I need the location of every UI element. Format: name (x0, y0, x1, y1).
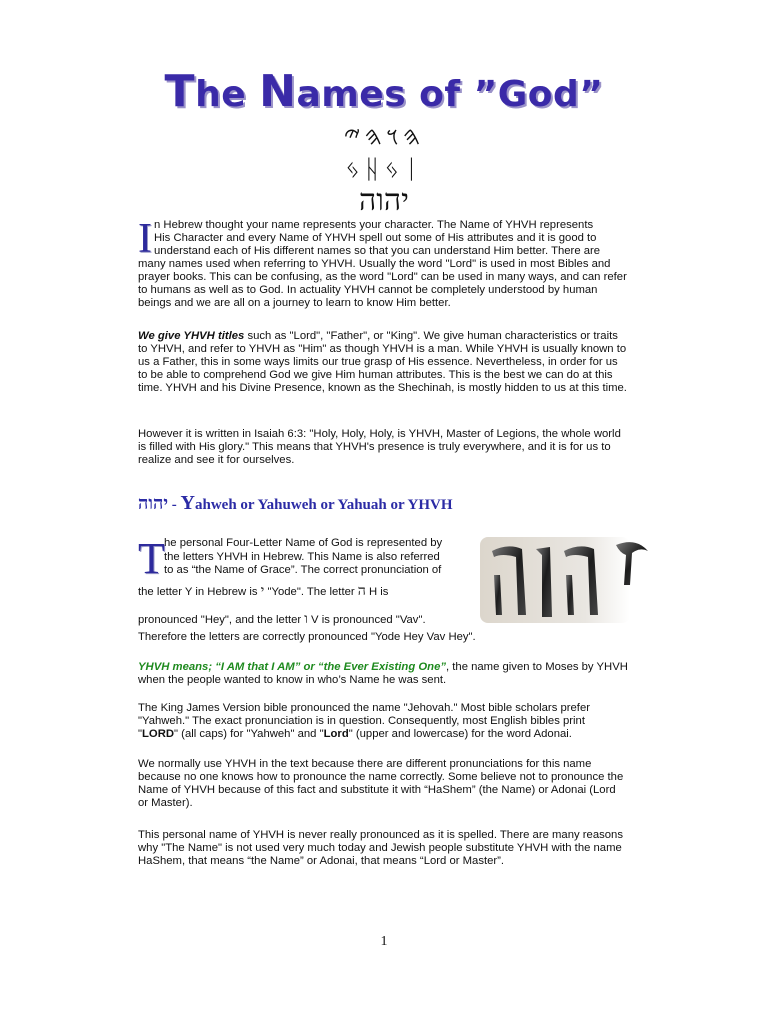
four-letter-line-2: the letters YHVH in Hebrew. This Name is also referred (164, 550, 440, 563)
intro-line-1: n Hebrew thought your name represents your character. The Name of YHVH represents (154, 219, 594, 231)
meaning-text: , the name given to Moses by YHVH when the people wanted to know in who’s Name he was sent. (138, 661, 628, 686)
personal-name-paragraph: This personal name of YHVH is never really pronounced as it is spelled. There are many reasons why "The Name" is not used very much today and Jewish people substitute YHVH with the name HaShem, that means “the Name” or Adonai, that means “Lord or Master”. (138, 829, 623, 867)
heading-initial: Y (180, 492, 195, 514)
intro-dropcap: I (138, 216, 152, 262)
page-title (0, 66, 768, 117)
line4-a: the letter Y in Hebrew is (138, 586, 261, 598)
title-he: he (195, 74, 260, 115)
four-letter-dropcap: T (138, 534, 165, 583)
hebrew-tetragrammaton: יהוה (358, 183, 410, 218)
kjv-lord-caps: LORD (142, 728, 175, 740)
line4-c: H is (365, 586, 389, 598)
isaiah-paragraph: However it is written in Isaiah 6:3: "Holy, Holy, Holy, is YHVH, Master of Legions, the whole world is filled with His glory." This means that YHVH's presence is truly everywhere, and it is for us to realize and see it for ourselves. (138, 428, 621, 466)
ancient-script-glyphs: ᛃᚺᛃᛁ (344, 155, 424, 185)
intro-rest: many names used when referring to YHVH. Usually the word "Lord" is used in most Bibles and prayer books. This can be confusing, as the word "Lord" can be used in many ways, and can refer to humans as well as to God. In actuality YHVH cannot be completely understood by human beings and we are all on a journey to learn to know Him better. (138, 258, 627, 309)
hebrew-letter-he: ה (357, 583, 366, 599)
line5-b: V is pronounced "Vav". (307, 614, 426, 626)
yhvh-letters-image (480, 535, 652, 625)
four-letter-paragraph (138, 537, 478, 578)
title-initial-t: T (164, 66, 196, 117)
kjv-c: " (upper and lowercase) for the word Adonai. (348, 728, 572, 740)
kjv-lord: Lord (323, 728, 349, 740)
meaning-paragraph (138, 661, 628, 687)
intro-line-3: understand each of His different names so that you can understand Him better. There are (154, 245, 601, 257)
intro-paragraph (138, 216, 628, 310)
titles-lead: We give YHVH titles (138, 330, 245, 342)
kjv-paragraph (138, 702, 628, 741)
titles-text: such as "Lord", "Father", or "King". We give human characteristics or traits to YHVH, and refer to YHVH as "Him" as though YHVH is a man. While YHVH is usually known to us a Father, this in some ways limits our true grasp of His essence. Nevertheless, in order for us to be able to comprehend God we give Him human attributes. This is the best we can do at this time. YHVH and his Divine Presence, known as the Shechinah, is mostly hidden to us at this time. (138, 330, 627, 394)
titles-paragraph (138, 330, 628, 395)
title-ames: ames of (296, 74, 474, 115)
four-letter-line-5 (138, 613, 538, 627)
title-god: ”God” (473, 74, 604, 115)
hebrew-letter-vav: ו (304, 611, 308, 627)
page-number: 1 (380, 934, 388, 949)
section-heading (138, 492, 453, 515)
heading-hebrew: יהוה (138, 493, 169, 514)
title-initial-n: N (259, 66, 297, 117)
kjv-b: " (all caps) for "Yahweh" and " (174, 728, 324, 740)
heading-dash: - (168, 497, 181, 513)
meaning-lead: YHVH means; “I AM that I AM” or “the Ever Existing One” (138, 661, 446, 673)
heading-rest: ahweh or Yahuweh or Yahuah or YHVH (195, 497, 453, 513)
intro-line-2: His Character and every Name of YHVH spell out some of His attributes and it is good to (154, 232, 597, 244)
four-letter-line-6: Therefore the letters are correctly pronounced "Yode Hey Vav Hey". (138, 631, 476, 643)
kjv-a: The King James Version bible pronounced the name "Jehovah." Most bible scholars prefer "Yahweh." The exact pronunciation is in question. Consequently, most English bibles print " (138, 702, 590, 740)
four-letter-line-3: to as “the Name of Grace”. The correct pronunciation of (164, 564, 442, 576)
four-letter-line-4 (138, 585, 538, 599)
normal-use-paragraph: We normally use YHVH in the text because there are different pronunciations for this name because no one knows how to pronounce the name correctly. Some believe not to pronounce the Name of YHVH because of this fact and substitute it with “HaShem” (the Name) or Adonai (Lord or Master). (138, 758, 624, 809)
hebrew-letter-yod: י (260, 583, 265, 599)
line4-b: "Yode". The letter (264, 586, 358, 598)
paleo-hebrew-glyphs: 𐤄𐤅𐤄𐤉 (343, 122, 425, 152)
line5-a: pronounced "Hey", and the letter (138, 614, 305, 626)
four-letter-line-1: he personal Four-Letter Name of God is represented by (164, 537, 443, 549)
